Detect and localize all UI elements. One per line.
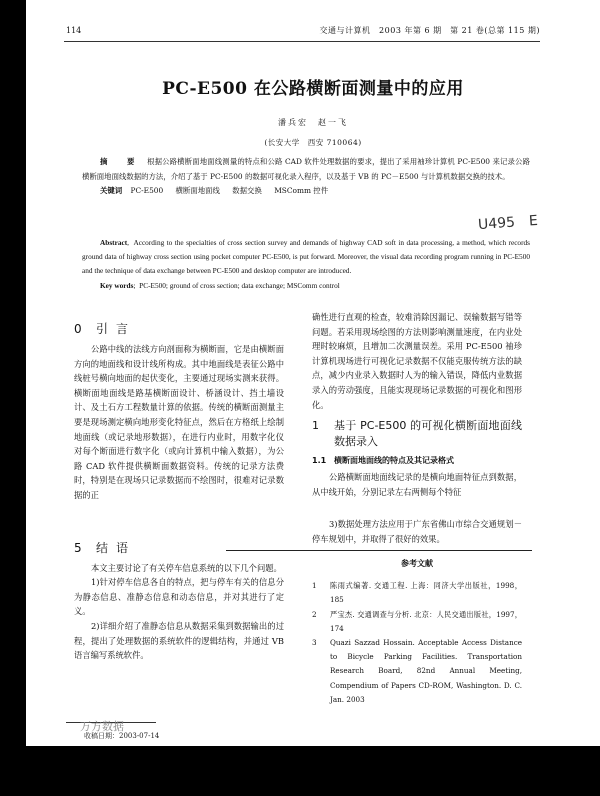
keyword: 横断面地面线 [175, 186, 220, 195]
reference-item [312, 636, 522, 707]
keywords-en: Key words; PC-E500; ground of cross section; data exchange; MSComm control [100, 280, 340, 290]
header-rule [64, 41, 540, 42]
affiliation: (长安大学 西安 710064) [264, 138, 362, 147]
keywords-cn-label: 关键词 [100, 186, 123, 195]
reference-text: Quazi Sazzad Hossain. Acceptable Access Distance to Bicycle Parking Facilities. Transportation Research Board, 82nd Annual Meeting, Compendium of Papers CD-ROM, Washington. D. C. Jan. 2003 [330, 637, 522, 704]
reference-list [312, 579, 522, 707]
section-number: 0 [74, 322, 82, 336]
conclusion-item: 2)详细介绍了准静态信息从数据采集到数据输出的过程，提出了处理数据的系统软件的逻辑结构，并通过 VB 语言编写系统软件。 [74, 620, 284, 661]
paper-title: PC-E500 在公路横断面测量中的应用 [162, 79, 464, 99]
abstract-en-paragraph: Abstract, According to the specialties of cross section survey and demands of highway CAD soft in data processing, a method, which records ground data of highway cross section using pocket computer PC-E500, is put forward. Moreover, the visual data recording program running in PC-E500 and the technique of data exchange between PC-E500 and desktop computer are introduced. [82, 238, 530, 276]
keyword: PC-E500 [130, 186, 164, 195]
section-heading-introduction [74, 318, 284, 340]
references-heading: 参考文献 [401, 558, 433, 568]
column-break-rule-right [296, 550, 532, 551]
reference-item [312, 608, 522, 636]
reference-number: 1 [312, 581, 317, 591]
subsection-paragraph: 公路横断面地面线记录的是横向地面特征点到数据，从中线开始，分别记录左右两侧每个特征 [312, 472, 522, 497]
abstract-cn-label: 摘 要 [100, 157, 141, 166]
section-number: 1 [312, 419, 319, 433]
introduction-paragraph: 公路中线的法线方向剖面称为横断面，它是由横断面方向的地面线和设计线所构成。其中地面线是表征公路中线桩号横向地面的起伏变化，主要通过现场实测来获得。横断面地面线是路基横断面设计、桥涵设计、挡土墙设计、及土石方工程数量计算的依据。传统的横断面测量主要是现场测定横向地形变化特征点，然后在方格纸上绘制地面线（或记录地形数据），在进行内业时，用数字化仪对每个断面进行数字化（或向计算机中输入数据），为公路 CAD 软件提供横断面数据资料。传统的记录方法费时，特别是在现场只记录数据而不绘图时，很难对记录数据的正 [74, 344, 284, 500]
section-heading-conclusion [74, 537, 284, 559]
conclusion-item: 1)针对停车信息各自的特点，把与停车有关的信息分为静态信息、准静态信息和动态信息，并对其进行了定义。 [74, 577, 284, 617]
keywords-cn [82, 184, 530, 199]
right-column [312, 310, 522, 707]
abstract-cn [82, 155, 530, 199]
keywords-en-text: PC-E500; ground of cross section; data exchange; MSComm control [139, 280, 340, 290]
section-title: 基于 PC-E500 的可视化横断面地面线数据录入 [334, 419, 522, 449]
keyword: MSComm 控件 [274, 186, 329, 195]
abstract-en-label: Abstract [100, 238, 128, 247]
subsection-number: 1.1 [312, 456, 327, 466]
received-date-footnote: 收稿日期：2003-07-14 [84, 732, 160, 740]
left-column [74, 318, 284, 663]
abstract-cn-text: 根据公路横断面地面线测量的特点和公路 CAD 软件处理数据的要求，提出了采用袖珍计算机 PC-E500 来记录公路横断面地面线数据的方法，介绍了基于 PC-E500 的数据可视化录入程序，以及基于 VB 的 PC－E500 与计算机数据交换的技术。 [82, 157, 530, 181]
page-number: 114 [66, 26, 82, 35]
reference-text: 严宝杰. 交通调查与分析. 北京：人民交通出版社，1997，174 [330, 609, 522, 633]
reference-number: 3 [312, 637, 317, 647]
subsection-title: 横断面地面线的特点及其记录格式 [334, 456, 454, 466]
reference-text: 陈雨式编著. 交通工程. 上海：同济大学出版社，1998，185 [330, 581, 522, 605]
abstract-cn-paragraph [82, 155, 530, 184]
running-head [66, 24, 540, 38]
handwritten-classification-note: U495 E [477, 212, 539, 234]
section-heading-1 [312, 418, 522, 450]
document-page [26, 0, 600, 746]
section-title: 结语 [96, 540, 137, 555]
subsection-heading-1-1 [312, 454, 522, 468]
conclusion-item: 3)数据处理方法应用于广东省佛山市综合交通规划－停车规划中，并取得了很好的效果。 [312, 519, 522, 544]
reference-item [312, 579, 522, 607]
reference-number: 2 [312, 609, 317, 619]
keyword: 数据交换 [232, 186, 262, 195]
watermark: 万方数据 [80, 720, 124, 733]
journal-info: 交通与计算机 2003 年第 6 期 第 21 卷(总第 115 期) [319, 26, 540, 35]
abstract-en [82, 236, 530, 293]
abstract-en-text: According to the specialties of cross section survey and demands of highway CAD soft in data processing, a method, which records ground data of highway cross section using pocket computer PC-E500, is put forward. Moreover, the visual data recording program running in PC-E500 and the technique of data exchange between PC-E500 and desktop computer are introduced. [82, 238, 530, 276]
section-title: 引言 [96, 322, 137, 336]
section-number: 5 [74, 540, 82, 555]
conclusion-intro: 本文主要讨论了有关停车信息系统的以下几个问题。 [91, 562, 282, 573]
authors: 潘兵宏 赵一飞 [278, 118, 348, 127]
keywords-en-label: Key words [100, 280, 134, 290]
continuation-paragraph: 确性进行直观的检查，较难消除因漏记、误输数据写错等问题。若采用现场绘图的方法则影响测量速度，在内业处理时较麻烦，且增加二次测量误差。采用 PC-E500 袖珍计算机现场进行可视化记录数据不仅能克服传统方法的缺点，减少内业录入数据时人为的输入错误，降低内业数据录入的劳动强度，且能实现现场记录数据的可视化和图形化。 [312, 312, 522, 410]
